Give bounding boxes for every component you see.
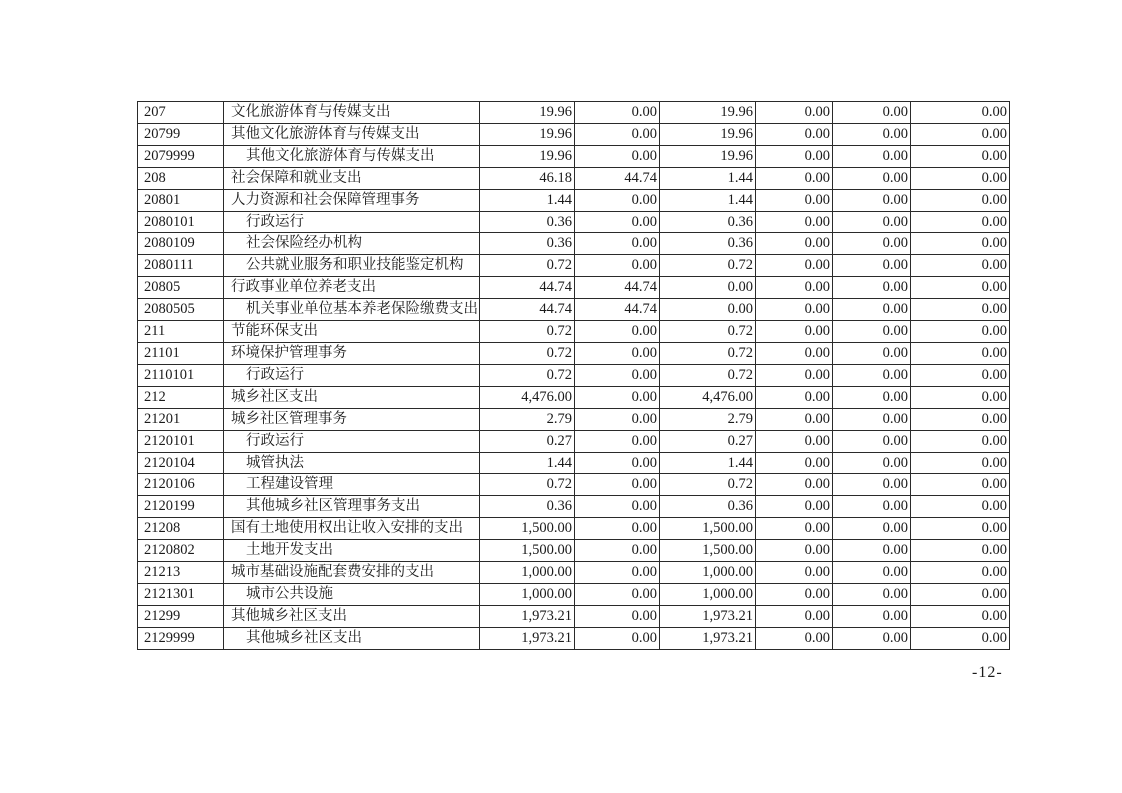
amount-cell: 0.00 — [911, 364, 1010, 386]
amount-cell: 0.00 — [911, 123, 1010, 145]
amount-cell: 0.00 — [833, 233, 911, 255]
amount-cell: 0.00 — [833, 211, 911, 233]
amount-cell: 0.00 — [756, 496, 833, 518]
subject-name-cell: 其他文化旅游体育与传媒支出 — [224, 123, 480, 145]
amount-cell: 1.44 — [660, 189, 756, 211]
table-row — [138, 540, 1010, 562]
amount-cell: 0.00 — [911, 342, 1010, 364]
amount-cell: 1.44 — [480, 452, 575, 474]
amount-cell: 19.96 — [660, 145, 756, 167]
amount-cell: 0.72 — [660, 364, 756, 386]
amount-cell: 0.00 — [575, 452, 660, 474]
amount-cell: 19.96 — [480, 145, 575, 167]
subject-name-cell: 行政运行 — [224, 364, 480, 386]
amount-cell: 0.00 — [660, 299, 756, 321]
amount-cell: 44.74 — [480, 277, 575, 299]
amount-cell: 0.00 — [756, 145, 833, 167]
amount-cell: 0.00 — [756, 102, 833, 124]
amount-cell: 0.00 — [833, 430, 911, 452]
amount-cell: 0.00 — [911, 299, 1010, 321]
amount-cell: 0.00 — [575, 540, 660, 562]
table-row — [138, 102, 1010, 124]
amount-cell: 0.00 — [575, 321, 660, 343]
table-row — [138, 430, 1010, 452]
amount-cell: 0.00 — [756, 233, 833, 255]
amount-cell: 0.00 — [575, 342, 660, 364]
amount-cell: 0.36 — [660, 496, 756, 518]
subject-code-cell: 2121301 — [138, 583, 224, 605]
amount-cell: 0.36 — [480, 211, 575, 233]
table-row — [138, 364, 1010, 386]
amount-cell: 0.00 — [833, 364, 911, 386]
amount-cell: 1,500.00 — [480, 518, 575, 540]
amount-cell: 0.00 — [833, 605, 911, 627]
amount-cell: 46.18 — [480, 167, 575, 189]
amount-cell: 0.00 — [756, 605, 833, 627]
amount-cell: 0.72 — [480, 364, 575, 386]
amount-cell: 0.00 — [911, 452, 1010, 474]
amount-cell: 0.00 — [833, 474, 911, 496]
amount-cell: 0.00 — [756, 321, 833, 343]
subject-code-cell: 20799 — [138, 123, 224, 145]
amount-cell: 0.00 — [756, 123, 833, 145]
subject-name-cell: 行政运行 — [224, 430, 480, 452]
subject-code-cell: 2080111 — [138, 255, 224, 277]
amount-cell: 0.00 — [911, 474, 1010, 496]
amount-cell: 0.00 — [756, 452, 833, 474]
amount-cell: 0.00 — [575, 145, 660, 167]
subject-code-cell: 2120106 — [138, 474, 224, 496]
table-row — [138, 189, 1010, 211]
subject-name-cell: 行政运行 — [224, 211, 480, 233]
amount-cell: 1,500.00 — [660, 540, 756, 562]
amount-cell: 0.72 — [480, 255, 575, 277]
amount-cell: 0.00 — [575, 627, 660, 649]
subject-code-cell: 2120199 — [138, 496, 224, 518]
amount-cell: 0.00 — [575, 496, 660, 518]
table-row — [138, 408, 1010, 430]
subject-name-cell: 城市基础设施配套费安排的支出 — [224, 562, 480, 584]
subject-name-cell: 机关事业单位基本养老保险缴费支出 — [224, 299, 480, 321]
amount-cell: 0.00 — [756, 474, 833, 496]
amount-cell: 1,973.21 — [480, 627, 575, 649]
amount-cell: 0.00 — [833, 299, 911, 321]
amount-cell: 0.00 — [575, 386, 660, 408]
table-row — [138, 627, 1010, 649]
subject-code-cell: 21201 — [138, 408, 224, 430]
subject-name-cell: 工程建设管理 — [224, 474, 480, 496]
amount-cell: 0.00 — [756, 408, 833, 430]
amount-cell: 0.00 — [911, 518, 1010, 540]
subject-code-cell: 212 — [138, 386, 224, 408]
amount-cell: 0.00 — [911, 386, 1010, 408]
amount-cell: 0.00 — [911, 540, 1010, 562]
amount-cell: 0.00 — [833, 408, 911, 430]
amount-cell: 1,500.00 — [660, 518, 756, 540]
amount-cell: 0.00 — [575, 255, 660, 277]
amount-cell: 0.00 — [911, 211, 1010, 233]
amount-cell: 0.00 — [575, 408, 660, 430]
amount-cell: 0.00 — [833, 102, 911, 124]
amount-cell: 0.00 — [756, 364, 833, 386]
amount-cell: 0.00 — [756, 518, 833, 540]
amount-cell: 0.00 — [833, 518, 911, 540]
amount-cell: 1,973.21 — [660, 627, 756, 649]
subject-name-cell: 其他城乡社区支出 — [224, 627, 480, 649]
amount-cell: 0.00 — [575, 233, 660, 255]
subject-code-cell: 21213 — [138, 562, 224, 584]
amount-cell: 2.79 — [480, 408, 575, 430]
amount-cell: 0.00 — [911, 627, 1010, 649]
subject-name-cell: 文化旅游体育与传媒支出 — [224, 102, 480, 124]
amount-cell: 0.72 — [660, 342, 756, 364]
amount-cell: 0.00 — [833, 496, 911, 518]
table-row — [138, 211, 1010, 233]
amount-cell: 0.00 — [833, 562, 911, 584]
amount-cell: 1,973.21 — [660, 605, 756, 627]
amount-cell: 0.00 — [911, 430, 1010, 452]
amount-cell: 0.00 — [911, 562, 1010, 584]
amount-cell: 0.72 — [480, 474, 575, 496]
subject-name-cell: 行政事业单位养老支出 — [224, 277, 480, 299]
subject-name-cell: 社会保险经办机构 — [224, 233, 480, 255]
amount-cell: 0.00 — [575, 474, 660, 496]
subject-code-cell: 2079999 — [138, 145, 224, 167]
amount-cell: 1.44 — [480, 189, 575, 211]
amount-cell: 0.36 — [660, 211, 756, 233]
amount-cell: 0.00 — [756, 299, 833, 321]
amount-cell: 0.00 — [756, 277, 833, 299]
amount-cell: 19.96 — [480, 102, 575, 124]
subject-code-cell: 211 — [138, 321, 224, 343]
amount-cell: 0.00 — [756, 167, 833, 189]
amount-cell: 44.74 — [575, 167, 660, 189]
amount-cell: 4,476.00 — [660, 386, 756, 408]
subject-name-cell: 其他城乡社区支出 — [224, 605, 480, 627]
amount-cell: 0.00 — [756, 255, 833, 277]
table-row — [138, 167, 1010, 189]
amount-cell: 19.96 — [660, 102, 756, 124]
amount-cell: 0.00 — [911, 233, 1010, 255]
subject-name-cell: 公共就业服务和职业技能鉴定机构 — [224, 255, 480, 277]
table-row — [138, 583, 1010, 605]
table-row — [138, 342, 1010, 364]
amount-cell: 44.74 — [575, 299, 660, 321]
budget-table — [137, 101, 1010, 650]
amount-cell: 1,000.00 — [660, 583, 756, 605]
page-number: -12- — [972, 664, 1003, 681]
subject-code-cell: 2080109 — [138, 233, 224, 255]
subject-code-cell: 2129999 — [138, 627, 224, 649]
amount-cell: 0.00 — [756, 342, 833, 364]
amount-cell: 0.00 — [756, 430, 833, 452]
subject-name-cell: 节能环保支出 — [224, 321, 480, 343]
amount-cell: 0.00 — [575, 211, 660, 233]
amount-cell: 0.00 — [575, 123, 660, 145]
amount-cell: 0.00 — [911, 167, 1010, 189]
table-row — [138, 562, 1010, 584]
amount-cell: 0.00 — [911, 321, 1010, 343]
amount-cell: 0.00 — [911, 408, 1010, 430]
table-row — [138, 233, 1010, 255]
table-row — [138, 145, 1010, 167]
subject-code-cell: 21101 — [138, 342, 224, 364]
amount-cell: 0.00 — [833, 627, 911, 649]
amount-cell: 0.36 — [480, 233, 575, 255]
table-row — [138, 277, 1010, 299]
subject-name-cell: 土地开发支出 — [224, 540, 480, 562]
amount-cell: 0.00 — [575, 518, 660, 540]
subject-code-cell: 21299 — [138, 605, 224, 627]
amount-cell: 0.00 — [833, 277, 911, 299]
amount-cell: 19.96 — [480, 123, 575, 145]
table-body — [138, 102, 1010, 650]
subject-code-cell: 20805 — [138, 277, 224, 299]
amount-cell: 0.00 — [833, 255, 911, 277]
amount-cell: 0.00 — [756, 562, 833, 584]
amount-cell: 0.27 — [660, 430, 756, 452]
amount-cell: 0.00 — [833, 386, 911, 408]
amount-cell: 0.72 — [480, 342, 575, 364]
amount-cell: 0.00 — [756, 583, 833, 605]
subject-name-cell: 国有土地使用权出让收入安排的支出 — [224, 518, 480, 540]
amount-cell: 0.00 — [575, 430, 660, 452]
subject-code-cell: 2120104 — [138, 452, 224, 474]
amount-cell: 0.00 — [575, 364, 660, 386]
amount-cell: 0.00 — [660, 277, 756, 299]
subject-code-cell: 21208 — [138, 518, 224, 540]
amount-cell: 0.00 — [911, 102, 1010, 124]
amount-cell: 44.74 — [480, 299, 575, 321]
amount-cell: 0.00 — [575, 562, 660, 584]
amount-cell: 0.00 — [756, 627, 833, 649]
amount-cell: 1.44 — [660, 167, 756, 189]
amount-cell: 0.72 — [660, 255, 756, 277]
table-row — [138, 321, 1010, 343]
subject-name-cell: 城乡社区管理事务 — [224, 408, 480, 430]
amount-cell: 0.00 — [833, 123, 911, 145]
subject-code-cell: 208 — [138, 167, 224, 189]
amount-cell: 0.00 — [833, 167, 911, 189]
subject-name-cell: 人力资源和社会保障管理事务 — [224, 189, 480, 211]
amount-cell: 0.00 — [756, 189, 833, 211]
subject-code-cell: 2110101 — [138, 364, 224, 386]
table-row — [138, 255, 1010, 277]
amount-cell: 19.96 — [660, 123, 756, 145]
table-row — [138, 299, 1010, 321]
subject-code-cell: 20801 — [138, 189, 224, 211]
amount-cell: 0.00 — [833, 189, 911, 211]
amount-cell: 0.00 — [911, 496, 1010, 518]
subject-code-cell: 207 — [138, 102, 224, 124]
amount-cell: 0.00 — [575, 583, 660, 605]
subject-name-cell: 其他城乡社区管理事务支出 — [224, 496, 480, 518]
subject-name-cell: 社会保障和就业支出 — [224, 167, 480, 189]
amount-cell: 0.00 — [575, 605, 660, 627]
table-row — [138, 386, 1010, 408]
subject-name-cell: 城市公共设施 — [224, 583, 480, 605]
table-row — [138, 518, 1010, 540]
amount-cell: 0.00 — [833, 145, 911, 167]
amount-cell: 1,000.00 — [480, 562, 575, 584]
amount-cell: 44.74 — [575, 277, 660, 299]
amount-cell: 0.00 — [833, 321, 911, 343]
amount-cell: 0.00 — [575, 189, 660, 211]
amount-cell: 0.72 — [660, 474, 756, 496]
subject-name-cell: 城管执法 — [224, 452, 480, 474]
subject-name-cell: 其他文化旅游体育与传媒支出 — [224, 145, 480, 167]
table-row — [138, 474, 1010, 496]
subject-code-cell: 2120802 — [138, 540, 224, 562]
subject-name-cell: 城乡社区支出 — [224, 386, 480, 408]
amount-cell: 0.00 — [756, 540, 833, 562]
amount-cell: 0.00 — [833, 342, 911, 364]
amount-cell: 0.72 — [660, 321, 756, 343]
amount-cell: 0.00 — [911, 605, 1010, 627]
subject-name-cell: 环境保护管理事务 — [224, 342, 480, 364]
amount-cell: 0.00 — [833, 583, 911, 605]
amount-cell: 0.00 — [911, 189, 1010, 211]
amount-cell: 0.00 — [756, 211, 833, 233]
amount-cell: 0.00 — [911, 255, 1010, 277]
amount-cell: 0.00 — [756, 386, 833, 408]
subject-code-cell: 2080101 — [138, 211, 224, 233]
amount-cell: 0.00 — [911, 277, 1010, 299]
amount-cell: 0.00 — [575, 102, 660, 124]
amount-cell: 1,000.00 — [660, 562, 756, 584]
amount-cell: 4,476.00 — [480, 386, 575, 408]
subject-code-cell: 2120101 — [138, 430, 224, 452]
amount-cell: 1.44 — [660, 452, 756, 474]
amount-cell: 0.00 — [911, 583, 1010, 605]
amount-cell: 0.36 — [480, 496, 575, 518]
table-row — [138, 123, 1010, 145]
amount-cell: 0.27 — [480, 430, 575, 452]
amount-cell: 0.00 — [833, 452, 911, 474]
table-row — [138, 605, 1010, 627]
amount-cell: 0.72 — [480, 321, 575, 343]
amount-cell: 2.79 — [660, 408, 756, 430]
amount-cell: 0.36 — [660, 233, 756, 255]
subject-code-cell: 2080505 — [138, 299, 224, 321]
table-row — [138, 452, 1010, 474]
table-row — [138, 496, 1010, 518]
amount-cell: 1,500.00 — [480, 540, 575, 562]
amount-cell: 0.00 — [911, 145, 1010, 167]
amount-cell: 1,000.00 — [480, 583, 575, 605]
amount-cell: 1,973.21 — [480, 605, 575, 627]
amount-cell: 0.00 — [833, 540, 911, 562]
